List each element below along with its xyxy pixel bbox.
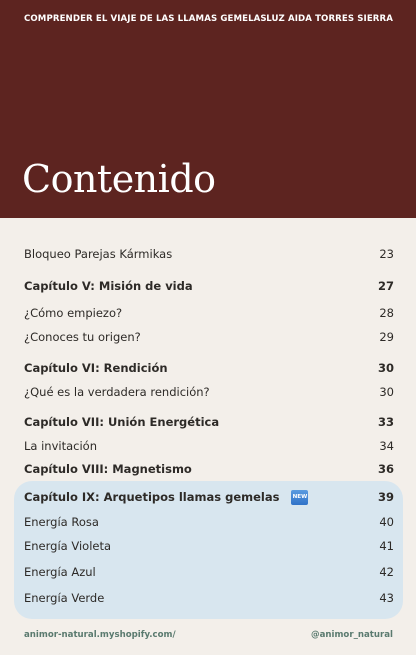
toc-entry-label: Energía Violeta <box>24 539 112 553</box>
toc-chapter[interactable] <box>24 412 394 432</box>
toc-entry[interactable] <box>24 244 394 264</box>
toc-entry-label: La invitación <box>24 439 97 453</box>
toc-entry[interactable] <box>24 303 394 323</box>
toc-chapter-label: Capítulo V: Misión de vida <box>24 279 193 293</box>
toc-entry[interactable] <box>24 436 394 456</box>
toc-chapter-page: 39 <box>377 490 394 504</box>
social-handle[interactable]: @animor_natural <box>311 630 393 640</box>
toc-entry-page: 29 <box>379 330 394 344</box>
toc-chapter-label: Capítulo VII: Unión Energética <box>24 415 220 429</box>
toc-chapter-page: 33 <box>377 415 394 429</box>
toc-entry-page: 30 <box>379 385 394 399</box>
website-link[interactable]: animor-natural.myshopify.com/ <box>24 630 176 640</box>
toc-entry-page: 40 <box>379 515 394 529</box>
toc-entry[interactable] <box>24 536 394 556</box>
toc-entry[interactable] <box>24 562 394 582</box>
author-name: LUZ AIDA TORRES SIERRA <box>266 14 393 24</box>
toc-chapter[interactable] <box>24 358 394 378</box>
toc-entry-page: 23 <box>379 247 394 261</box>
toc-chapter-page: 36 <box>377 462 394 476</box>
toc-entry-page: 42 <box>379 565 394 579</box>
toc-entry-label: Bloqueo Parejas Kármikas <box>24 247 173 261</box>
toc-entry-page: 43 <box>379 591 394 605</box>
header-banner <box>0 0 416 218</box>
toc-chapter-page: 27 <box>377 279 394 293</box>
toc-entry-label: Energía Azul <box>24 565 96 579</box>
toc-entry-page: 41 <box>379 539 394 553</box>
toc-entry-label: Energía Verde <box>24 591 105 605</box>
toc-entry[interactable] <box>24 588 394 608</box>
toc-chapter-new[interactable] <box>24 487 394 507</box>
toc-entry-label: ¿Cómo empiezo? <box>24 306 123 320</box>
toc-chapter-label: Capítulo VI: Rendición <box>24 361 168 375</box>
toc-entry-page: 28 <box>379 306 394 320</box>
toc-chapter-page: 30 <box>377 361 394 375</box>
toc-chapter-label: Capítulo VIII: Magnetismo <box>24 462 192 476</box>
toc-entry-label: ¿Qué es la verdadera rendición? <box>24 385 210 399</box>
toc-entry[interactable] <box>24 327 394 347</box>
toc-chapter-title: Capítulo IX: Arquetipos llamas gemelas <box>24 490 280 504</box>
toc-chapter[interactable] <box>24 459 394 479</box>
toc-chapter-label <box>24 490 308 505</box>
page-title: Contenido <box>22 157 216 201</box>
toc-entry[interactable] <box>24 512 394 532</box>
toc-entry-label: ¿Conoces tu origen? <box>24 330 141 344</box>
toc-entry-page: 34 <box>379 439 394 453</box>
toc-entry-label: Energía Rosa <box>24 515 99 529</box>
toc-entry[interactable] <box>24 382 394 402</box>
toc-chapter[interactable] <box>24 276 394 296</box>
new-badge-icon: NEW <box>291 490 308 505</box>
book-title: COMPRENDER EL VIAJE DE LAS LLAMAS GEMELAS <box>24 14 267 24</box>
